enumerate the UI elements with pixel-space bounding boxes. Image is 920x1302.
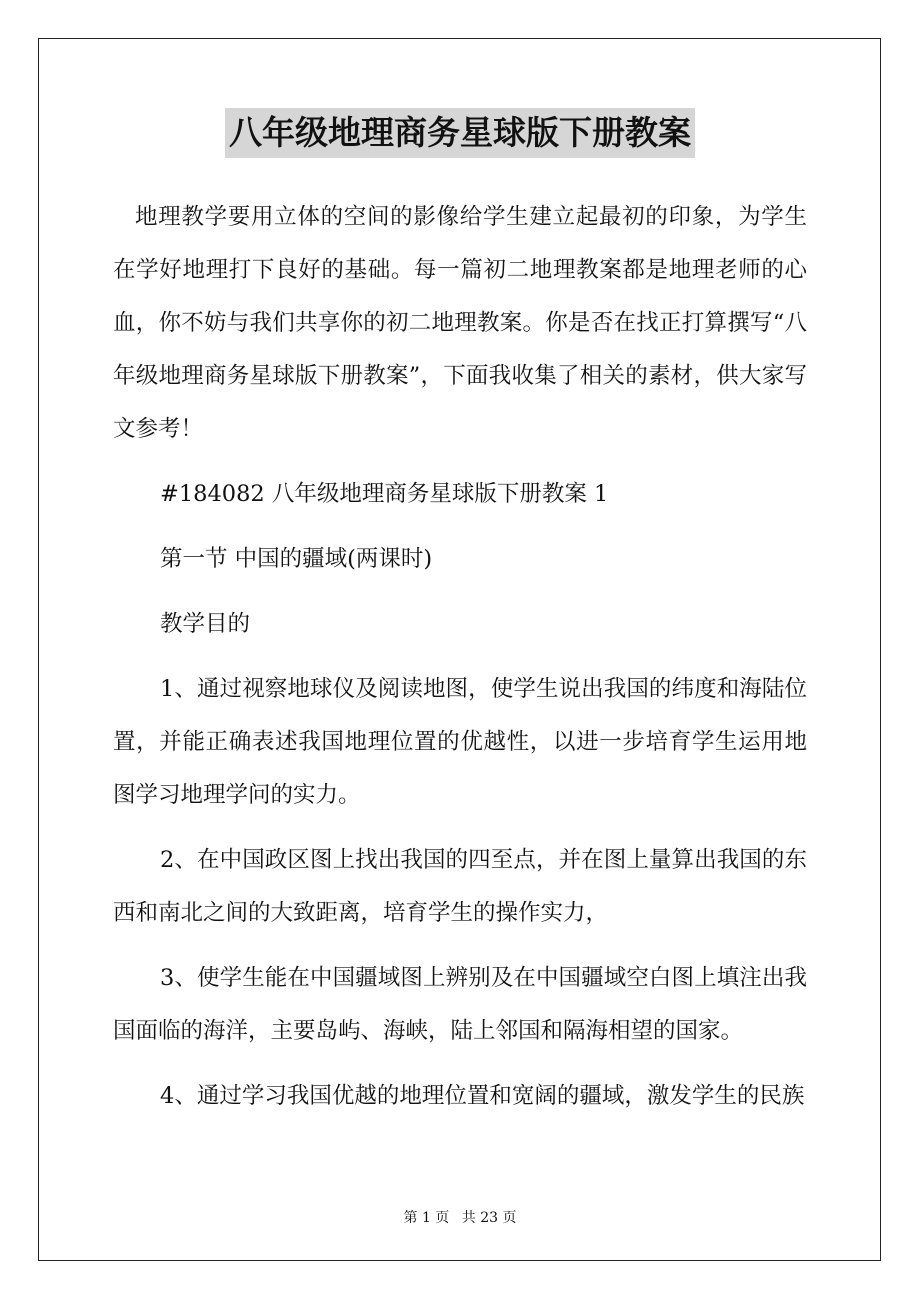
objective-item-3: 3、使学生能在中国疆域图上辨别及在中国疆域空白图上填注出我国面临的海洋，主要岛屿、海峡，陆上邻国和隔海相望的国家。 xyxy=(113,965,807,1044)
document-body xyxy=(113,191,807,1123)
section-title: 第一节 中国的疆域(两课时) xyxy=(160,546,433,572)
objective-item-4: 4、通过学习我国优越的地理位置和宽阔的疆域，激发学生的民族 xyxy=(160,1083,805,1109)
page-number: 第 1 页 xyxy=(403,1210,450,1226)
objective-item-2: 2、在中国政区图上找出我国的四至点，并在图上量算出我国的东西和南北之间的大致距离，培育学生的操作实力， xyxy=(113,847,807,926)
objectives-label: 教学目的 xyxy=(160,611,251,637)
intro-paragraph: 地理教学要用立体的空间的影像给学生建立起最初的印象，为学生在学好地理打下良好的基础。每一篇初二地理教案都是地理老师的心血，你不妨与我们共享你的初二地理教案。你是否在找正打算撰写“八年级地理商务星球版下册教案”，下面我收集了相关的素材，供大家写文参考！ xyxy=(113,204,807,442)
title-wrap xyxy=(0,108,920,158)
page-footer xyxy=(0,1207,920,1227)
objective-item-1: 1、通过视察地球仪及阅读地图，使学生说出我国的纬度和海陆位置，并能正确表述我国地理位置的优越性，以进一步培育学生运用地图学习地理学问的实力。 xyxy=(113,676,807,808)
page-total: 共 23 页 xyxy=(461,1210,517,1226)
document-title: 八年级地理商务星球版下册教案 xyxy=(225,108,695,158)
heading-id: #184082 八年级地理商务星球版下册教案 1 xyxy=(160,481,609,507)
